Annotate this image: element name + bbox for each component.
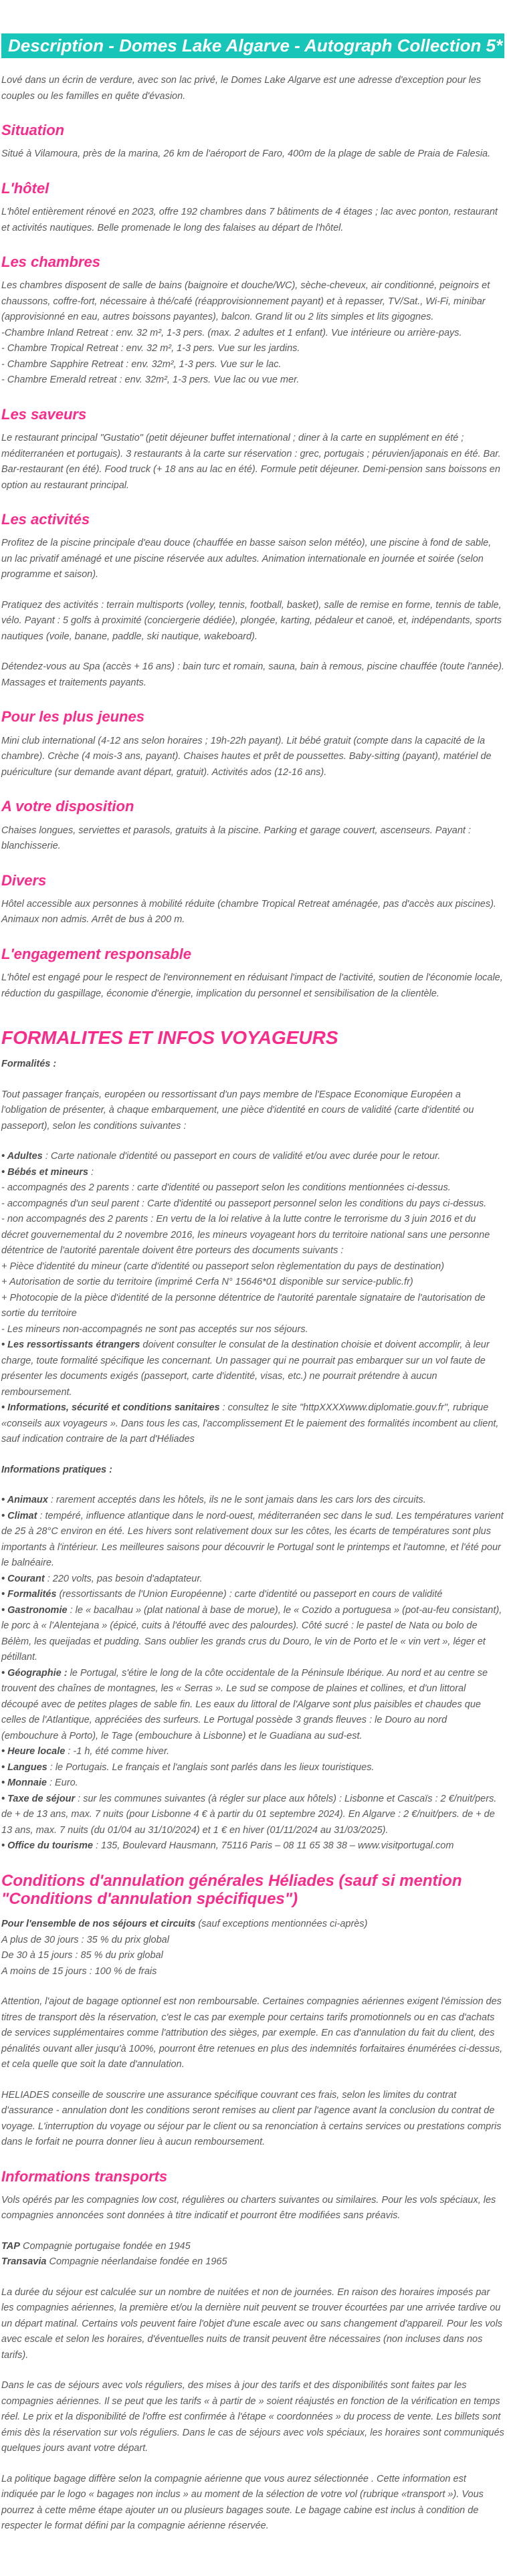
section-heading-saveurs: Les saveurs bbox=[1, 405, 87, 423]
room-type-inland: -Chambre Inland Retreat : env. 32 m², 1-3 pers. (max. 2 adultes et 1 enfant). Vue intérieure ou arrière-pays. bbox=[1, 327, 462, 338]
info-item-langues: • Langues : le Portugais. Le français et l'anglais sont parlés dans les lieux touristiques. bbox=[1, 1761, 375, 1773]
transports-paragraph-duree: La durée du séjour est calculée sur un nombre de nuitées et non de journées. En raison des horaires imposés par les compagnies aériennes, la première et/ou la dernière nuit peuvent se trouver écourtées par une arrivée tardive ou un départ matinal. Certains vols peuvent faire l'objet d'une escale avec ou sans changement d'appareil. Pour les vols avec escale et selon les horaires, d'éventuelles nuits de transit peuvent être nécessaires (non incluses dans nos tarifs). bbox=[1, 2286, 503, 2361]
page-title: Description - Domes Lake Algarve - Autograph Collection 5* bbox=[8, 35, 503, 56]
section-heading-disposition: A votre disposition bbox=[1, 798, 134, 815]
saveurs-paragraph: Le restaurant principal "Gustatio" (petit déjeuner buffet international ; diner à la carte en supplément en été ; méditerranéen et portugais). 3 restaurants à la carte sur réservation : grec, portugais ; péruvien/japonais en été. Bar. Bar-restaurant (en été). Food truck (+ 18 ans au lac en été). Formule petit déjeuner. Demi-pension sans boissons en option au restaurant principal. bbox=[1, 433, 501, 491]
formalites-item: - accompagnés d'un seul parent : Carte d'identité ou passeport personnel selon les conditions du pays ci-dessus. bbox=[1, 1198, 487, 1209]
section-heading-conditions-annulation: Conditions d'annulation générales Héliades (sauf si mention "Conditions d'annulation spécifiques") bbox=[1, 1871, 462, 1909]
formalites-label: Formalités : bbox=[1, 1059, 57, 1070]
disposition-paragraph: Chaises longues, serviettes et parasols, gratuits à la piscine. Parking et garage couvert, ascenseurs. Payant : blanchisserie. bbox=[1, 825, 472, 852]
infos-pratiques-label: Informations pratiques : bbox=[1, 1464, 112, 1475]
formalites-item: • Adultes : Carte nationale d'identité ou passeport en cours de validité et/ou avec durée pour le retour. bbox=[1, 1151, 441, 1162]
info-item-climat: • Climat : tempéré, influence atlantique dans le nord-ouest, méditerranéen sec dans le sud. Les températures varient de 25 à 28°C environ en été. Les hivers sont relativement doux sur les côtes, les écarts de températures sont plus importants à l'intérieur. Les meilleures saisons pour découvrir le Portugal sont le printemps et l'automne, et l'été pour le balnéaire. bbox=[1, 1510, 504, 1569]
info-item-courant: • Courant : 220 volts, pas besoin d'adaptateur. bbox=[1, 1573, 203, 1584]
info-item-office-tourisme: • Office du tourisme : 135, Boulevard Hausmann, 75116 Paris – 08 11 65 38 38 – www.visitportugal.com bbox=[1, 1840, 454, 1852]
info-item-heure-locale: • Heure locale : -1 h, été comme hiver. bbox=[1, 1746, 170, 1757]
conditions-tier-3: A moins de 15 jours : 100 % de frais bbox=[1, 1965, 157, 1977]
conditions-tier-1: A plus de 30 jours : 35 % du prix global bbox=[1, 1934, 169, 1945]
engagement-paragraph: L'hôtel est engagé pour le respect de l'environnement en réduisant l'impact de l'activité, soutien de l'économie locale, réduction du gaspillage, économie d'énergie, implication du personnel et sensibilisation de la clientèle. bbox=[1, 972, 503, 999]
divers-paragraph: Hôtel accessible aux personnes à mobilité réduite (chambre Tropical Retreat aménagée, pas d'accès aux piscines). Animaux non admis. Arrêt de bus à 200 m. bbox=[1, 898, 496, 926]
info-item-formalites: • Formalités (ressortissants de l'Union Européenne) : carte d'identité ou passeport en cours de validité bbox=[1, 1589, 443, 1600]
intro-paragraph: Lové dans un écrin de verdure, avec son lac privé, le Domes Lake Algarve est une adresse d'exception pour les couples ou les familles en quête d'évasion. bbox=[1, 75, 482, 102]
section-heading-chambres: Les chambres bbox=[1, 253, 100, 271]
info-item-animaux: • Animaux : rarement acceptés dans les hôtels, ils ne le sont jamais dans les cars lors des circuits. bbox=[1, 1495, 426, 1506]
formalites-item: + Autorisation de sortie du territoire (imprimé Cerfa N° 15646*01 disponible sur service-public.fr) bbox=[1, 1277, 413, 1288]
section-heading-divers: Divers bbox=[1, 871, 47, 889]
formalites-item: + Photocopie de la pièce d'identité de la personne détentrice de l'autorité parentale signataire de l'autorisation de sortie du territoire bbox=[1, 1292, 486, 1319]
activites-paragraph-sports: Pratiquez des activités : terrain multisports (volley, tennis, football, basket), salle de remise en forme, tennis de table, vélo. Payant : 5 golfs à proximité (conciergerie dédiée), plongée, karting, pédaleur et canoë, et, indépendants, sports nautiques (voile, banane, paddle, ski nautique, wakeboard). bbox=[1, 599, 502, 642]
info-item-geographie: • Géographie : le Portugal, s'étire le long de la côte occidentale de la Péninsule Ibérique. Au nord et au centre se trouvent des chaînes de montagnes, les « Serras ». Le sud se compose de plaines et collines, et d'un littoral découpé avec de petites plages de sable fin. Les eaux du littoral de l'Algarve sont plus paisibles et chaudes que celles de l'Atlantique, appréciées des surfeurs. Le Portugal possède 3 grands fleuves : le Douro au nord (embouchure à Porto), le Tage (embouchure à Lisbonne) et le Guadiana au sud-est. bbox=[1, 1667, 488, 1741]
section-heading-formalites: FORMALITES ET INFOS VOYAGEURS bbox=[1, 1027, 338, 1049]
formalites-item: - accompagnés des 2 parents : carte d'identité ou passeport selon les conditions mentionnées ci-dessus. bbox=[1, 1182, 451, 1194]
formalites-item: + Pièce d'identité du mineur (carte d'identité ou passeport selon règlementation du pays de destination) bbox=[1, 1261, 445, 1272]
formalites-item: • Les ressortissants étrangers doivent consulter le consulat de la destination choisie et doivent accomplir, à leur charge, toute formalité spécifique les concernant. Un passager qui ne pourrait pas embarquer sur un vol faute de présenter les documents exigés (passeport, carte d'identité, visas, etc.) ne pourrait prétendre à aucun remboursement. bbox=[1, 1339, 490, 1398]
formalites-item: - Les mineurs non-accompagnés ne sont pas acceptés sur nos séjours. bbox=[1, 1323, 308, 1335]
formalites-item: • Bébés et mineurs : bbox=[1, 1166, 94, 1178]
chambres-paragraph: Les chambres disposent de salle de bains (baignoire et douche/WC), sèche-cheveux, air conditionné, peignoirs et chaussons, coffre-fort, nécessaire à thé/café (réapprovisionnement payant) et à repasser, TV/Sat., Wi-Fi, minibar (approvisionné en eau, autres boissons payantes), balcon. Grand lit ou 2 lits simples et lits gigognes. bbox=[1, 280, 490, 323]
jeunes-paragraph: Mini club international (4-12 ans selon horaires ; 19h-22h payant). Lit bébé gratuit (compte dans la capacité de la chambre). Crèche (4 mois-3 ans, payant). Chaises hautes et prêt de poussettes. Baby-sitting (payant), matériel de puériculture (sur demande avant départ, gratuit). Activités ados (12-16 ans). bbox=[1, 735, 492, 778]
formalites-item: • Informations, sécurité et conditions sanitaires : consultez le site "httpXXXXwww.diplomatie.gouv.fr", rubrique «conseils aux voyageurs ». Dans tous les cas, l'accomplissement Et le paiement des formalités incombent au client, sauf indication contraire de la part d'Héliades bbox=[1, 1402, 499, 1445]
conditions-paragraph-bagage: Attention, l'ajout de bagage optionnel est non remboursable. Certaines compagnies aériennes exigent l'émission des titres de transport dès la réservation, c'est le cas par exemple pour certains tarifs promotionnels ou en cas d'achats de services supplémentaires comme l'attribution des sièges, par exemple. En cas d'annulation du fait du client, des pénalités ouvant aller jusqu'à 100%, pourront être retenues en plus des indemnités forfaitaires énumérées ci-dessus, et cela quelle que soit la date d'annulation. bbox=[1, 1996, 503, 2070]
section-heading-activites: Les activités bbox=[1, 511, 90, 528]
room-type-emerald: - Chambre Emerald retreat : env. 32m², 1-3 pers. Vue lac ou vue mer. bbox=[1, 374, 300, 386]
formalites-paragraph-intro: Tout passager français, européen ou ressortissant d'un pays membre de l'Espace Economique Européen a l'obligation de présenter, à chaque embarquement, une pièce d'identité en cours de validité (carte d'identité ou passeport), selon les conditions suivantes : bbox=[1, 1089, 474, 1132]
info-item-taxe-sejour: • Taxe de séjour : sur les communes suivantes (à régler sur place aux hôtels) : Lisbonne et Cascaïs : 2 €/nuit/pers. de + de 13 ans, max. 7 nuits (pour Lisbonne 4 € à partir du 01 septembre 2024). En Algarve : 2 €/nuit/pers. de + de 13 ans, max. 7 nuits (du 01/04 au 31/10/2024) et 1 € en hiver (01/11/2024 au 31/03/2025). bbox=[1, 1793, 497, 1836]
title-banner bbox=[1, 33, 504, 58]
activites-paragraph-spa: Détendez-vous au Spa (accès + 16 ans) : bain turc et romain, sauna, bain à remous, piscine chauffée (toute l'année). Massages et traitements payants. bbox=[1, 661, 504, 688]
airline-tap: TAP Compagnie portugaise fondée en 1945 bbox=[1, 2240, 191, 2252]
activites-paragraph-piscines: Profitez de la piscine principale d'eau douce (chauffée en basse saison selon météo), une piscine à fond de sable, un lac privatif aménagé et une piscine réservée aux adultes. Animation internationale en journée et soirée (selon programme et saison). bbox=[1, 538, 492, 580]
transports-paragraph-bagages: La politique bagage diffère selon la compagnie aérienne que vous aurez sélectionnée . Cette information est indiquée par le logo « bagages non inclus » au moment de la sélection de votre vol (rubrique «transport »). Vous pourrez à cette même étape ajouter un ou plusieurs bagages soute. Le bagage cabine est inclus à condition de respecter le format défini par la compagnie aérienne réservée. bbox=[1, 2473, 484, 2532]
conditions-lead: Pour l'ensemble de nos séjours et circuits (sauf exceptions mentionnées ci-après) bbox=[1, 1919, 368, 1930]
room-type-sapphire: - Chambre Sapphire Retreat : env. 32m², 1-3 pers. Vue sur le lac. bbox=[1, 358, 282, 370]
section-heading-situation: Situation bbox=[1, 122, 65, 138]
room-type-tropical: - Chambre Tropical Retreat : env. 32 m², 1-3 pers. Vue sur les jardins. bbox=[1, 343, 300, 354]
airline-transavia: Transavia Compagnie néerlandaise fondée en 1965 bbox=[1, 2256, 227, 2268]
info-item-gastronomie: • Gastronomie : le « bacalhau » (plat national à base de morue), le « Cozido a portuguesa » (pot-au-feu consistant), le porc à « l'Alentejana » (épicé, cuits à l'étouffé avec des palourdes). Côté sucré : le pastel de Nata ou bolo de Bélèm, les queijadas et pudding. Sans oublier les grands crus du Douro, le vin de Porto et le « vin vert », léger et pétillant. bbox=[1, 1604, 502, 1663]
transports-paragraph-vols: Vols opérés par les compagnies low cost, régulières ou charters suivantes ou similaires. Pour les vols spéciaux, les compagnies annoncées sont données à titre indicatif et pourront être modifiées sans préavis. bbox=[1, 2194, 496, 2222]
info-item-monnaie: • Monnaie : Euro. bbox=[1, 1778, 78, 1789]
hotel-paragraph: L'hôtel entièrement rénové en 2023, offre 192 chambres dans 7 bâtiments de 4 étages ; lac avec ponton, restaurant et activités nautiques. Belle promenade le long des falaises au départ de l'hôtel. bbox=[1, 207, 498, 233]
conditions-tier-2: De 30 à 15 jours : 85 % du prix global bbox=[1, 1950, 163, 1961]
section-heading-transports: Informations transports bbox=[1, 2167, 168, 2185]
transports-paragraph-tarifs: Dans le cas de séjours avec vols réguliers, des mises à jour des tarifs et des disponibilités sont faites par les compagnies aériennes. Il se peut que les tarifs « à partir de » soient réajustés en fonction de la vérification en temps réel. Le prix et la disponibilité de l'offre est confirmée à l'étape « coordonnées » du process de vente. Les billets sont émis dès la réservation sur vols réguliers. Dans le cas de séjours avec vols spéciaux, les horaires sont communiqués quelques jours avant votre départ. bbox=[1, 2380, 504, 2454]
section-heading-hotel: L'hôtel bbox=[1, 179, 49, 197]
section-heading-engagement: L'engagement responsable bbox=[1, 945, 191, 962]
situation-paragraph: Situé à Vilamoura, près de la marina, 26 km de l'aéroport de Faro, 400m de la plage de sable de Praia de Falesia. bbox=[1, 148, 491, 160]
formalites-item: - non accompagnés des 2 parents : En vertu de la loi relative à la lutte contre le terrorisme du 3 juin 2016 et du décret gouvernemental du 2 novembre 2016, les mineurs voyageant hors du territoire national sans une personne détentrice de l'autorité parentale doivent être porteurs des documents suivants : bbox=[1, 1214, 490, 1257]
conditions-paragraph-assurance: HELIADES conseille de souscrire une assurance spécifique couvrant ces frais, selon les limites du contrat d'assurance - annulation dont les conditions seront remises au client par l'agence avant la conclusion du contrat de voyage. L'interruption du voyage ou séjour par le client ou sa renonciation à certains services ou prestations compris dans le forfait ne pourra donner lieu à aucun remboursement. bbox=[1, 2089, 502, 2148]
section-heading-jeunes: Pour les plus jeunes bbox=[1, 708, 144, 726]
